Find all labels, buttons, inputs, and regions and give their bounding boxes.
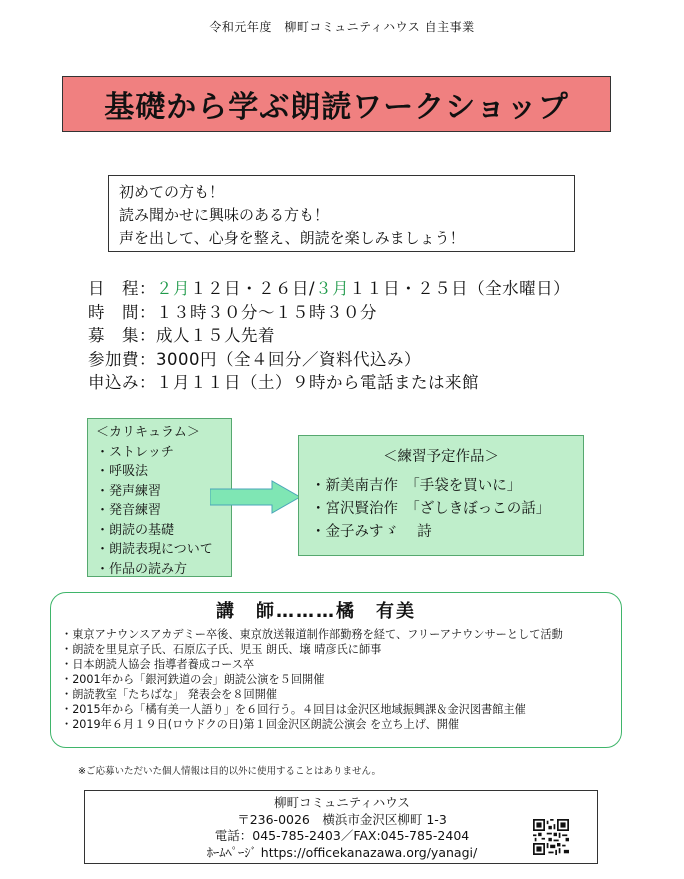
event-details (88, 277, 570, 395)
profile-item: ・日本朗読人協会 指導者養成コース卒 (61, 658, 255, 671)
fee-row (88, 348, 570, 372)
schedule-mar-days: １１日・２５日（全水曜日） (349, 279, 571, 298)
profile-item: ・朗読教室「たちばな」 発表会を８回開催 (61, 688, 278, 701)
curriculum-item: ・朗読表現について (96, 542, 213, 557)
contact-homepage[interactable]: ﾎｰﾑﾍﾟｰｼﾞ https://officekanazawa.org/yanagi/ (206, 844, 478, 860)
apply-label: 申込み： (88, 373, 156, 392)
title-banner (62, 76, 611, 132)
profile-item: ・東京アナウンスアカデミー卒後、東京放送報道制作部勤務を経て、フリーアナウンサーとして活動 (61, 628, 563, 641)
works-item: ・新美南吉作 「手袋を買いに」 (311, 478, 522, 494)
time-value: １３時３０分～１５時３０分 (156, 302, 377, 322)
curriculum-item: ・発音練習 (96, 503, 162, 518)
curriculum-heading: ＜カリキュラム＞ (96, 425, 200, 440)
recruit-value: 成人１５人先着 (156, 326, 275, 345)
privacy-note: ※ご応募いただいた個人情報は目的以外に使用することはありません。 (78, 766, 382, 777)
recruit-label: 募 集： (88, 326, 156, 345)
page-title: 基礎から学ぶ朗読ワークショップ (104, 90, 569, 125)
schedule-month-mar: ３月 (315, 279, 350, 298)
apply-value: １月１１日（土）９時から電話または来館 (156, 373, 479, 392)
instructor-box (50, 592, 622, 748)
works-item: ・宮沢賢治作 「ざしきぼっこの話」 (311, 501, 551, 517)
instructor-profile (61, 627, 607, 732)
intro-line: 声を出して、心身を整え、朗読を楽しみましょう！ (119, 229, 465, 247)
instructor-heading: 講 師………橘 有美 (216, 601, 416, 622)
time-row (88, 301, 570, 325)
schedule-row (88, 277, 570, 301)
fee-label: 参加費： (88, 349, 156, 369)
intro-line: 初めての方も！ (119, 183, 225, 201)
contact-phone: 電話：045-785-2403／FAX:045-785-2404 (214, 828, 470, 843)
contact-box (84, 790, 598, 864)
contact-name: 柳町コミュニティハウス (274, 795, 410, 810)
schedule-feb-days: １２日・２６日/ (190, 279, 316, 298)
arrow-right-icon (210, 480, 302, 514)
curriculum-item: ・作品の読み方 (96, 561, 188, 577)
curriculum-item: ・ストレッチ (96, 444, 174, 460)
schedule-month-feb: ２月 (156, 279, 190, 298)
profile-item: ・2001年から「銀河鉄道の会」朗読公演を５回開催 (61, 673, 325, 686)
works-item: ・金子みすゞ 詩 (311, 524, 432, 540)
profile-item: ・2019年６月１９日(ロウドクの日)第１回金沢区朗読公演会 を立ち上げ、開催 (61, 718, 460, 731)
intro-box (108, 175, 575, 252)
profile-item: ・2015年から「橘有美一人語り」を６回行う。４回目は金沢区地域振興課＆金沢図書館主催 (61, 703, 526, 716)
curriculum-item: ・呼吸法 (96, 464, 149, 479)
curriculum-item: ・発声練習 (96, 483, 162, 499)
intro-line: 読み聞かせに興味のある方も！ (119, 206, 330, 224)
works-box (298, 435, 584, 556)
recruit-row (88, 324, 570, 348)
fee-value: 3000円（全４回分／資料代込み） (156, 349, 421, 369)
curriculum-item: ・朗読の基礎 (96, 522, 175, 538)
contact-address: 〒236-0026 横浜市金沢区柳町 1-3 (237, 811, 447, 827)
organizer-line: 令和元年度 柳町コミュニティハウス 自主事業 (209, 20, 475, 34)
contact-info (85, 795, 599, 861)
qr-code-icon (533, 819, 569, 855)
works-heading: ＜練習予定作品＞ (383, 449, 499, 465)
schedule-label: 日 程： (88, 279, 156, 298)
apply-row (88, 371, 570, 395)
profile-item: ・朗読を里見京子氏、石原広子氏、児玉 朗氏、壌 晴彦氏に師事 (61, 643, 382, 656)
time-label: 時 間： (88, 302, 156, 322)
